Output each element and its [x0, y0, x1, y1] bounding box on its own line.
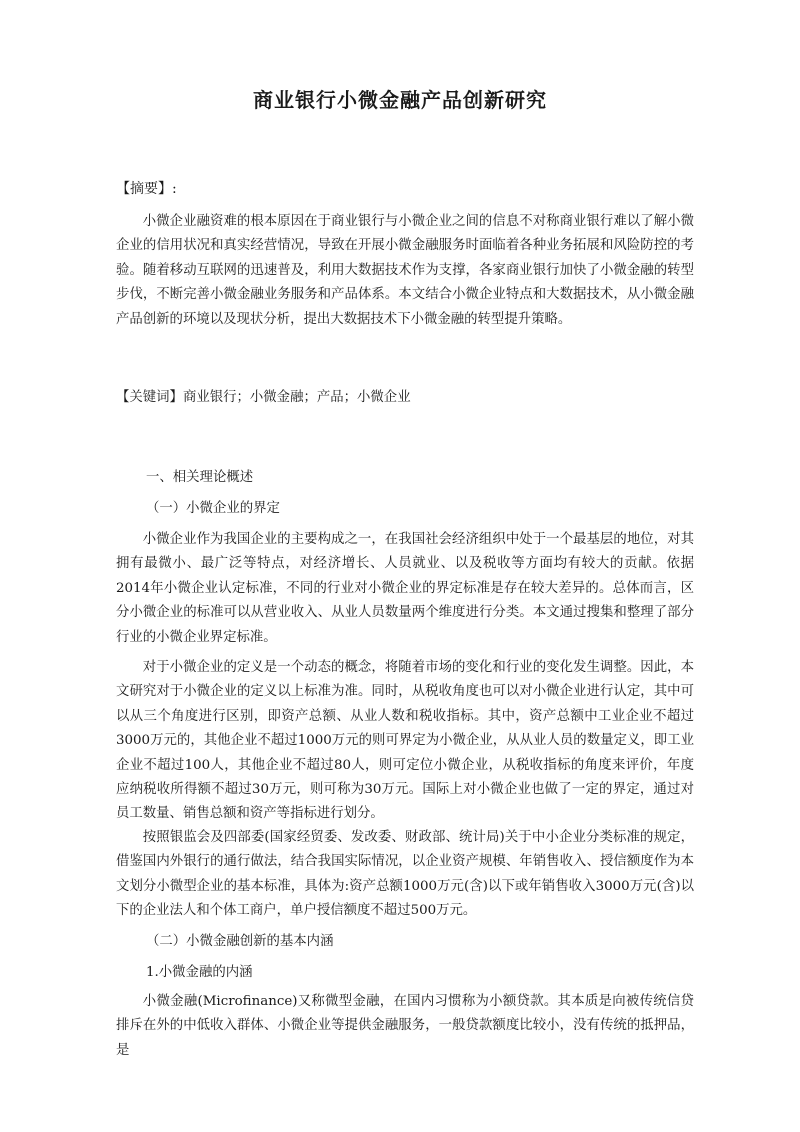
abstract-label: 【摘要】: — [116, 181, 177, 197]
keywords-line — [116, 386, 411, 405]
subsubsection-heading-1: 1.小微金融的内涵 — [146, 965, 253, 980]
document-title: 商业银行小微金融产品创新研究 — [253, 88, 547, 112]
keywords-label: 【关键词】 — [116, 390, 183, 405]
paragraph-3: 按照银监会及四部委(国家经贸委、发改委、财政部、统计局)关于中小企业分类标准的规定，借鉴国内外银行的通行做法，结合我国实际情况，以企业资产规模、年销售收入、授信额度作为本文划分小微型企业的基本标准，具体为:资产总额1000万元(含)以下或年销售收入3000万元(含)以下的企业法人和个体工商户，单户授信额度不超过500万元。 — [116, 830, 694, 919]
section-heading-1: 一、相关理论概述 — [146, 470, 254, 485]
subsection-heading-2: （二）小微金融创新的基本内涵 — [146, 934, 334, 949]
paragraph-2: 对于小微企业的定义是一个动态的概念，将随着市场的变化和行业的变化发生调整。因此，本文研究对于小微企业的定义以上标准为准。同时，从税收角度也可以对小微企业进行认定，其中可以从三个角度进行区别，即资产总额、从业人数和税收指标。其中，资产总额中工业企业不超过3000万元的，其他企业不超过1000万元的则可界定为小微企业，从从业人员的数量定义，即工业企业不超过100人，其他企业不超过80人，则可定位小微企业，从税收指标的角度来评价，年度应纳税收所得额不超过30万元，则可称为30万元。国际上对小微企业也做了一定的界定，通过对员工数量、销售总额和资产等指标进行划分。 — [116, 660, 694, 822]
subsection-heading-1: （一）小微企业的界定 — [146, 501, 280, 516]
paragraph-4: 小微金融(Microfinance)又称微型金融，在国内习惯称为小额贷款。其本质是向被传统信贷排斥在外的中低收入群体、小微企业等提供金融服务，一般贷款额度比较小，没有传统的抵押品，是 — [116, 994, 694, 1058]
keywords-text: 商业银行；小微金融；产品；小微企业 — [182, 390, 411, 405]
paragraph-1: 小微企业作为我国企业的主要构成之一，在我国社会经济组织中处于一个最基层的地位，对其拥有最微小、最广泛等特点，对经济增长、人员就业、以及税收等方面均有较大的贡献。依据2014年小微企业认定标准，不同的行业对小微企业的界定标准是存在较大差异的。总体而言，区分小微企业的标准可以从营业收入、从业人员数量两个维度进行分类。本文通过搜集和整理了部分行业的小微企业界定标准。 — [116, 532, 694, 645]
abstract-body: 小微企业融资难的根本原因在于商业银行与小微企业之间的信息不对称商业银行难以了解小微企业的信用状况和真实经营情况，导致在开展小微金融服务时面临着各种业务拓展和风险防控的考验。随着移动互联网的迅速普及，利用大数据技术作为支撑，各家商业银行加快了小微金融的转型步伐，不断完善小微金融业务服务和产品体系。本文结合小微企业特点和大数据技术，从小微金融产品创新的环境以及现状分析，提出大数据技术下小微金融的转型提升策略。 — [116, 214, 694, 327]
